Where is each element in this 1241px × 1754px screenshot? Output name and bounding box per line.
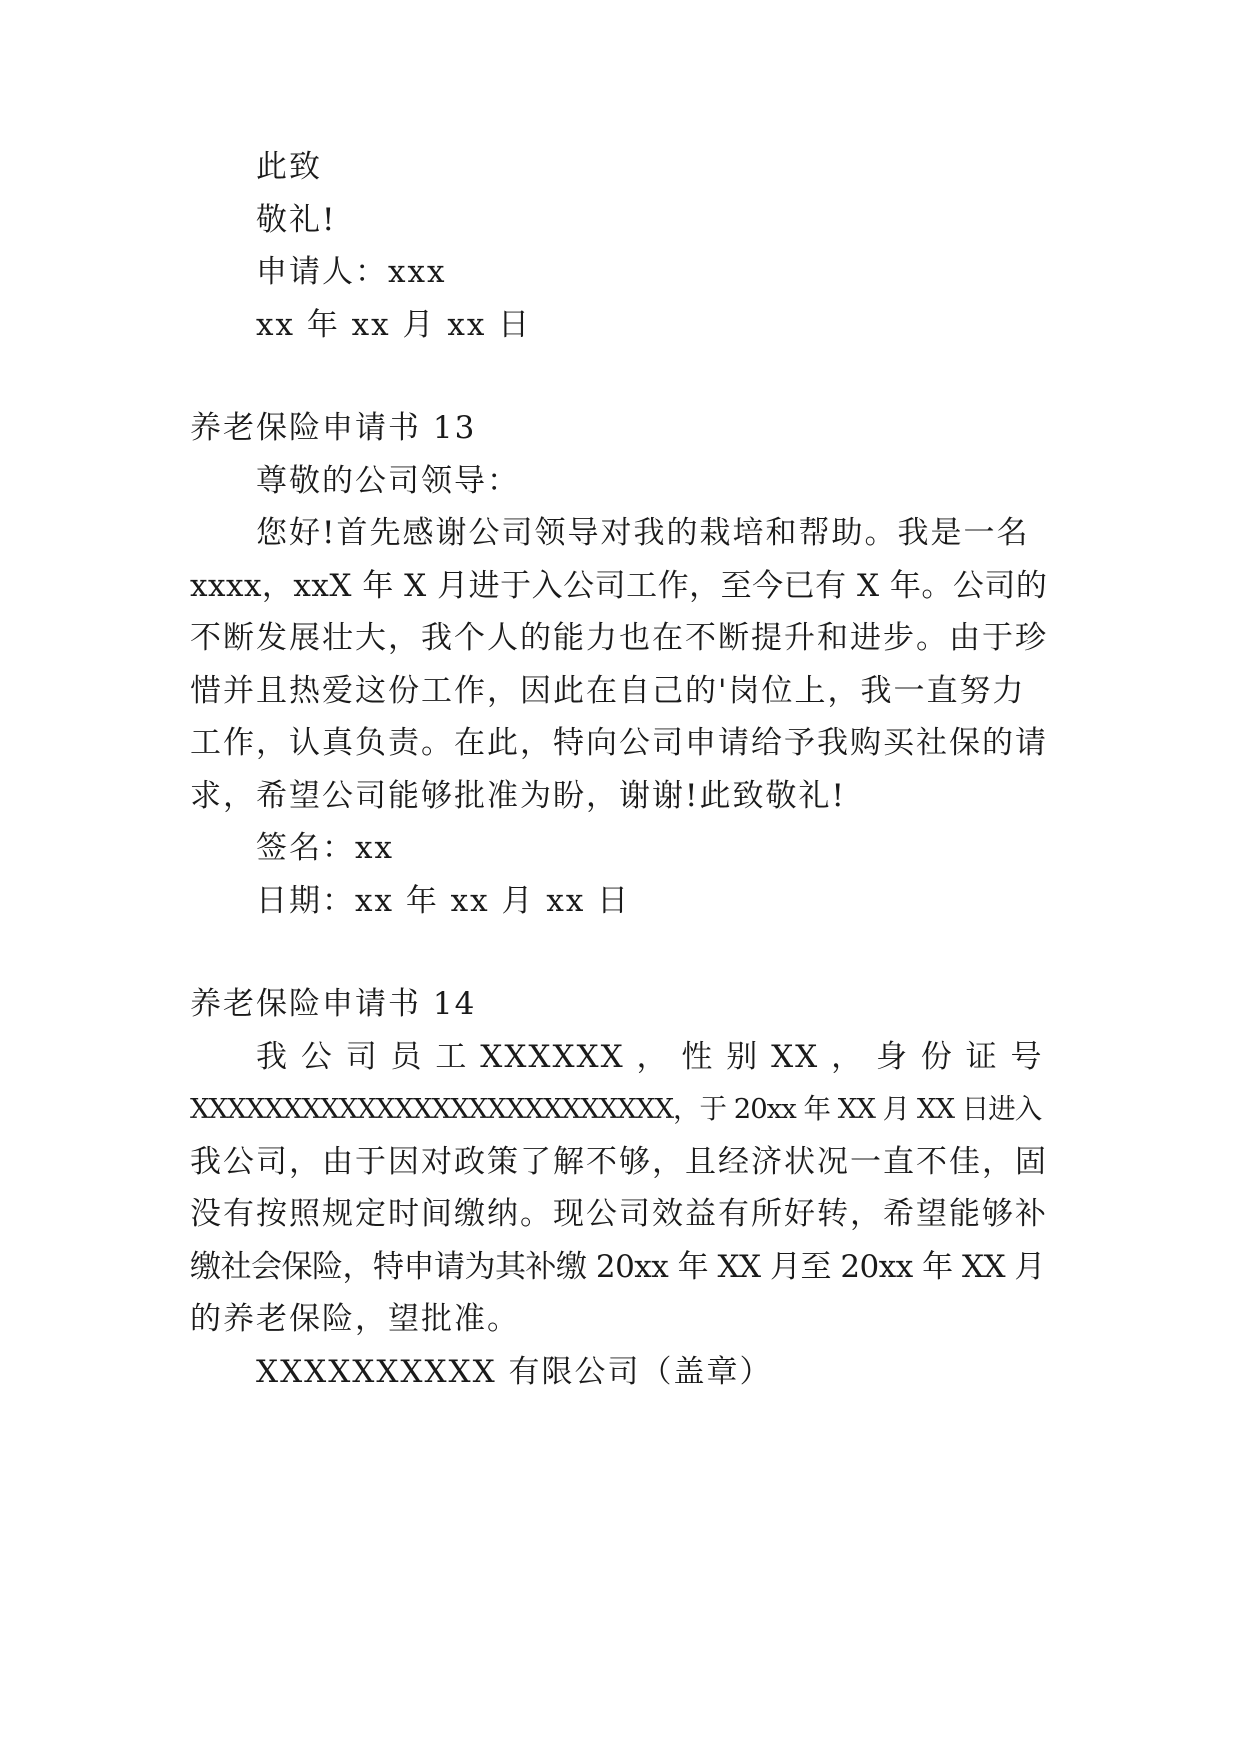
letter13-salutation: 尊敬的公司领导： xyxy=(256,463,520,499)
letter14-body-line: XXXXXXXXXXXXXXXXXXXXXXXXXX，于 20xx 年 XX 月 XX 日进入 xyxy=(190,1093,1042,1125)
closing-regards-line1: 此致 xyxy=(256,149,322,185)
letter13-body-line: 您好!首先感谢公司领导对我的栽培和帮助。我是一名 xyxy=(256,515,1030,551)
letter13-signature: 签名：xx xyxy=(256,830,394,866)
letter14-body-line: 没有按照规定时间缴纳。现公司效益有所好转，希望能够补 xyxy=(190,1196,1048,1232)
closing-applicant: 申请人：xxx xyxy=(256,254,447,290)
letter14-title: 养老保险申请书 14 xyxy=(190,986,477,1022)
letter13-body-line: 求，希望公司能够批准为盼，谢谢!此致敬礼! xyxy=(190,778,846,814)
letter14-body-line: 我公司，由于因对政策了解不够，且经济状况一直不佳，固 xyxy=(190,1144,1048,1180)
letter14-company-seal: XXXXXXXXXX 有限公司（盖章） xyxy=(256,1354,773,1390)
letter13-body-line: 工作，认真负责。在此，特向公司申请给予我购买社保的请 xyxy=(190,725,1048,761)
letter14-body-line: 我 公 司 员 工 XXXXXX ， 性 别 XX ， 身 份 证 号 xyxy=(256,1039,1044,1075)
letter13-body-line: xxxx，xxX 年 X 月进于入公司工作，至今已有 X 年。公司的 xyxy=(190,568,1048,604)
letter13-title: 养老保险申请书 13 xyxy=(190,410,477,446)
letter14-body-line: 缴社会保险，特申请为其补缴 20xx 年 XX 月至 20xx 年 XX 月 xyxy=(190,1249,1045,1285)
closing-regards-line2: 敬礼! xyxy=(256,202,337,238)
letter13-date: 日期：xx 年 xx 月 xx 日 xyxy=(256,883,631,919)
letter14-body-line: 的养老保险，望批准。 xyxy=(190,1301,520,1337)
letter13-body-line: 惜并且热爱这份工作，因此在自己的'岗位上，我一直努力 xyxy=(190,673,1026,709)
letter13-body-line: 不断发展壮大，我个人的能力也在不断提升和进步。由于珍 xyxy=(190,620,1048,656)
closing-date: xx 年 xx 月 xx 日 xyxy=(256,307,532,343)
